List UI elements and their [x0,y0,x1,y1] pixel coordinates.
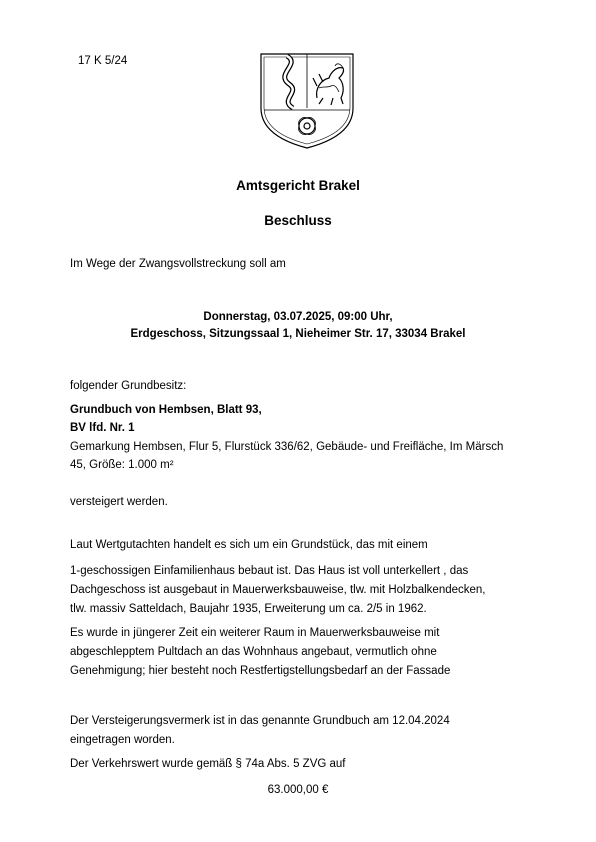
value-amount: 63.000,00 € [267,784,329,796]
appraisal-line-4: tlw. massiv Satteldach, Baujahr 1935, Erweiterung um ca. 2/5 in 1962. [70,603,427,615]
registry-line: Grundbuch von Hembsen, Blatt 93, [70,404,262,416]
entry-line-2: eingetragen worden. [70,734,175,746]
parcel-line-2: 45, Größe: 1.000 m² [70,459,174,471]
appraisal-line-1: Laut Wertgutachten handelt es sich um ein Grundstück, das mit einem [70,539,428,551]
auction-line: versteigert werden. [70,496,168,508]
appraisal-line-3: Dachgeschoss ist ausgebaut in Mauerwerksbauweise, tlw. mit Holzbalkendecken, [70,584,486,596]
appraisal-line-2: 1-geschossigen Einfamilienhaus bebaut ist. Das Haus ist voll unterkellert , das [70,565,469,577]
bv-line: BV lfd. Nr. 1 [70,422,135,434]
location-line: Erdgeschoss, Sitzungssaal 1, Nieheimer Str. 17, 33034 Brakel [130,328,466,340]
extension-line-2: abgeschlepptem Pultdach an das Wohnhaus angebaut, vermutlich ohne [70,646,437,658]
court-name: Amtsgericht Brakel [236,178,360,193]
document-type: Beschluss [264,213,332,228]
entry-line-1: Der Versteigerungsvermerk ist in das genannte Grundbuch am 12.04.2024 [70,715,450,727]
file-number: 17 K 5/24 [78,55,128,67]
intro-text: Im Wege der Zwangsvollstreckung soll am [70,258,286,270]
extension-line-3: Genehmigung; hier besteht noch Restfertigstellungsbedarf an der Fassade [70,665,451,677]
extension-line-1: Es wurde in jüngerer Zeit ein weiterer Raum in Mauerwerksbauweise mit [70,627,440,639]
parcel-line-1: Gemarkung Hembsen, Flur 5, Flurstück 336/62, Gebäude- und Freifläche, Im Märsch [70,441,504,453]
value-line: Der Verkehrswert wurde gemäß § 74a Abs. 5 ZVG auf [70,758,346,770]
property-intro: folgender Grundbesitz: [70,380,187,392]
nrw-coat-of-arms-icon [257,48,357,150]
date-line: Donnerstag, 03.07.2025, 09:00 Uhr, [203,311,393,323]
